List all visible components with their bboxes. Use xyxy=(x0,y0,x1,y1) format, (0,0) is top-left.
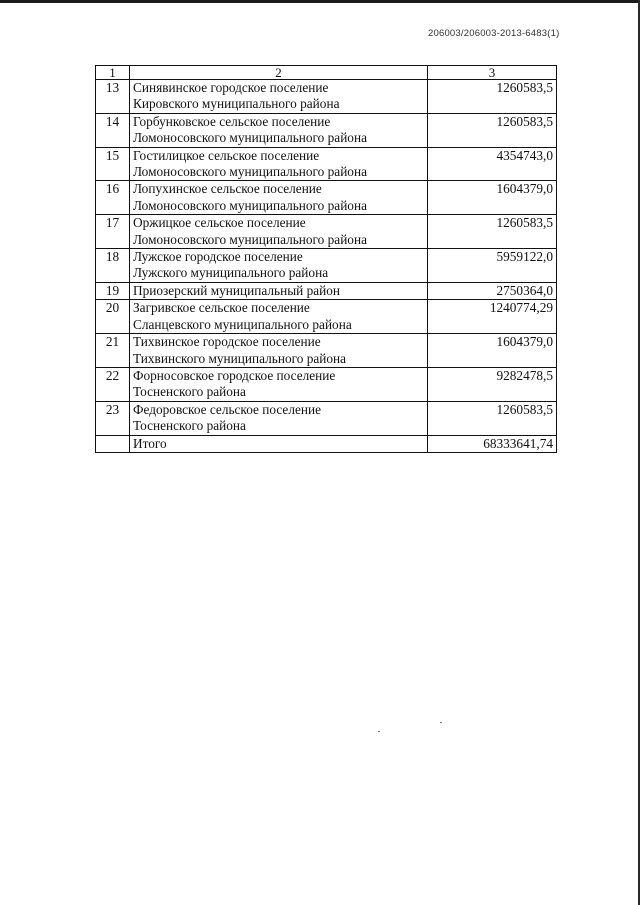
row-number: 17 xyxy=(96,215,130,249)
table-row xyxy=(96,113,557,147)
municipality-cell xyxy=(130,147,428,181)
amount-cell: 1260583,5 xyxy=(428,215,557,249)
municipality-name: Горбунковское сельское поселение xyxy=(133,113,331,129)
table-row xyxy=(96,282,557,299)
municipality-cell xyxy=(130,113,428,147)
table-row xyxy=(96,181,557,215)
municipality-name: Форносовское городское поселение xyxy=(133,367,336,383)
municipality-district: Тосненского района xyxy=(133,418,246,434)
row-number: 13 xyxy=(96,80,130,114)
allocation-table xyxy=(95,65,557,453)
municipality-cell xyxy=(130,80,428,114)
amount-cell: 1240774,29 xyxy=(428,300,557,334)
municipality-district: Кировского муниципального района xyxy=(133,96,340,112)
table-row xyxy=(96,215,557,249)
amount-cell: 9282478,5 xyxy=(428,367,557,401)
scan-speck xyxy=(378,731,380,732)
municipality-district: Ломоносовского муниципального района xyxy=(133,197,367,213)
municipality-district: Лужского муниципального района xyxy=(133,265,329,281)
document-code: 206003/206003-2013-6483(1) xyxy=(428,28,560,39)
municipality-district: Ломоносовского муниципального района xyxy=(133,164,367,180)
municipality-cell xyxy=(130,249,428,283)
row-number: 19 xyxy=(96,282,130,299)
municipality-district: Тихвинского муниципального района xyxy=(133,350,347,366)
total-number xyxy=(96,435,130,452)
table-row xyxy=(96,300,557,334)
row-number: 20 xyxy=(96,300,130,334)
scan-speck xyxy=(440,722,442,723)
municipality-name: Оржицкое сельское поселение xyxy=(133,215,306,231)
column-header: 2 xyxy=(130,66,428,80)
row-number: 23 xyxy=(96,401,130,435)
column-header: 3 xyxy=(428,66,557,80)
municipality-cell xyxy=(130,215,428,249)
municipality-district: Ломоносовского муниципального района xyxy=(133,130,367,146)
row-number: 22 xyxy=(96,367,130,401)
column-header: 1 xyxy=(96,66,130,80)
table-row xyxy=(96,147,557,181)
amount-cell: 1604379,0 xyxy=(428,181,557,215)
total-amount: 68333641,74 xyxy=(428,435,557,452)
municipality-cell xyxy=(130,334,428,368)
amount-cell: 5959122,0 xyxy=(428,249,557,283)
table-row xyxy=(96,80,557,114)
total-row xyxy=(96,435,557,452)
municipality-cell xyxy=(130,367,428,401)
municipality-name: Федоровское сельское поселение xyxy=(133,401,321,417)
amount-cell: 4354743,0 xyxy=(428,147,557,181)
total-label: Итого xyxy=(130,435,428,452)
scan-top-border xyxy=(0,0,640,3)
row-number: 16 xyxy=(96,181,130,215)
row-number: 21 xyxy=(96,334,130,368)
row-number: 18 xyxy=(96,249,130,283)
municipality-name: Тихвинское городское поселение xyxy=(133,334,321,350)
municipality-name: Гостилицкое сельское поселение xyxy=(133,147,320,163)
table-row xyxy=(96,367,557,401)
municipality-name: Синявинское городское поселение xyxy=(133,80,329,95)
amount-cell: 1260583,5 xyxy=(428,113,557,147)
municipality-district: Сланцевского муниципального района xyxy=(133,316,352,332)
municipality-cell xyxy=(130,282,428,299)
amount-cell: 1604379,0 xyxy=(428,334,557,368)
municipality-cell xyxy=(130,401,428,435)
municipality-name: Загривское сельское поселение xyxy=(133,300,310,316)
municipality-name: Приозерский муниципальный район xyxy=(133,282,341,298)
table-row xyxy=(96,334,557,368)
municipality-district: Ломоносовского муниципального района xyxy=(133,231,367,247)
table-header-row xyxy=(96,66,557,80)
amount-cell: 1260583,5 xyxy=(428,80,557,114)
table-row xyxy=(96,401,557,435)
row-number: 14 xyxy=(96,113,130,147)
row-number: 15 xyxy=(96,147,130,181)
municipality-cell xyxy=(130,181,428,215)
municipality-cell xyxy=(130,300,428,334)
amount-cell: 1260583,5 xyxy=(428,401,557,435)
table-row xyxy=(96,249,557,283)
amount-cell: 2750364,0 xyxy=(428,282,557,299)
municipality-district: Тосненского района xyxy=(133,384,246,400)
municipality-name: Лопухинское сельское поселение xyxy=(133,181,322,197)
municipality-name: Лужское городское поселение xyxy=(133,249,303,265)
